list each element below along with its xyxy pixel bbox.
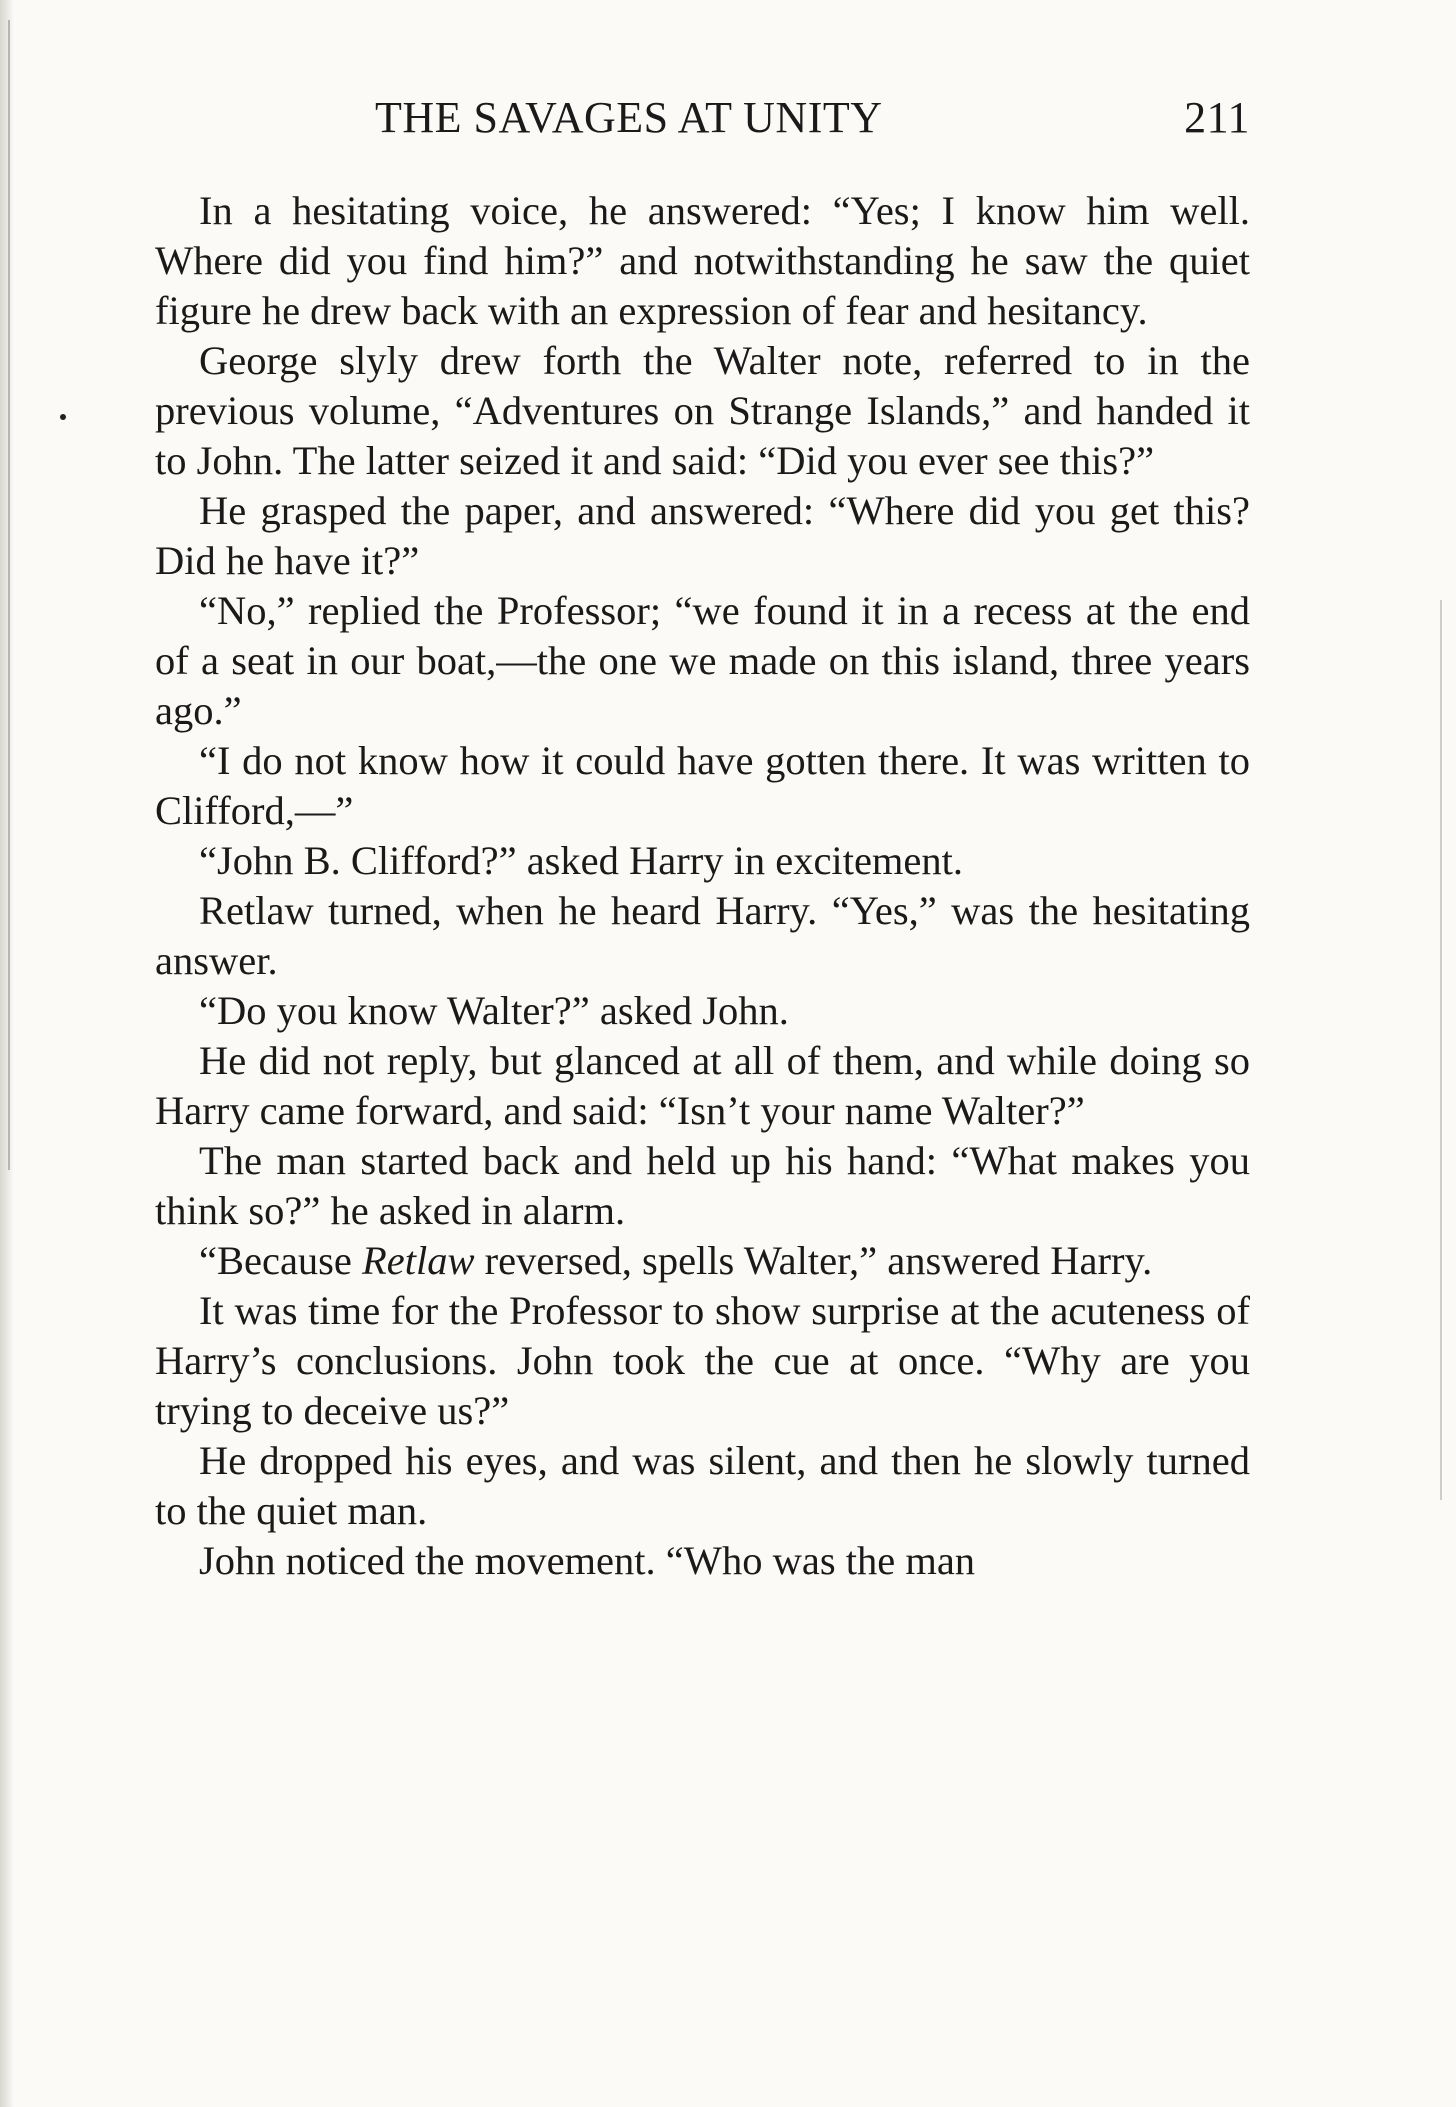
- right-margin-mark: [1440, 600, 1442, 1500]
- page-edge-shadow: [0, 0, 14, 2107]
- body-text: [155, 186, 1250, 1586]
- paragraph: It was time for the Professor to show surprise at the acuteness of Harry’s conclusions. John took the cue at once. “Why are you trying to deceive us?”: [155, 1288, 1250, 1433]
- italic-name: Retlaw: [362, 1238, 475, 1283]
- paragraph: “Do you know Walter?” asked John.: [199, 988, 789, 1033]
- paragraph: “No,” replied the Professor; “we found it in a recess at the end of a seat in our boat,—the one we made on this island, three years ago.”: [155, 588, 1250, 733]
- paragraph: “John B. Clifford?” asked Harry in excitement.: [199, 838, 964, 883]
- binding-line: [8, 20, 10, 1170]
- paragraph: The man started back and held up his hand: “What makes you think so?” he asked in alarm.: [155, 1138, 1250, 1233]
- paragraph: Retlaw turned, when he heard Harry. “Yes,” was the hesitating answer.: [155, 888, 1250, 983]
- paragraph: “I do not know how it could have gotten there. It was written to Clifford,—”: [155, 738, 1250, 833]
- paragraph: He did not reply, but glanced at all of them, and while doing so Harry came forward, and said: “Isn’t your name Walter?”: [155, 1038, 1250, 1133]
- running-title: THE SAVAGES AT UNITY: [375, 93, 883, 142]
- paragraph: George slyly drew forth the Walter note, referred to in the previous volume, “Adventures on Strange Islands,” and handed it to John. The latter seized it and said: “Did you ever see this?”: [155, 338, 1250, 483]
- paragraph: [155, 1236, 1250, 1286]
- paragraph: In a hesitating voice, he answered: “Yes; I know him well. Where did you find him?” and notwithstanding he saw the quiet figure he drew back with an expression of fear and hesitancy.: [155, 188, 1250, 333]
- paragraph: John noticed the movement. “Who was the man: [199, 1538, 976, 1583]
- paragraph-text: reversed, spells Walter,” answered Harry.: [474, 1238, 1153, 1283]
- paragraph: He grasped the paper, and answered: “Where did you get this? Did he have it?”: [155, 488, 1250, 583]
- margin-dot: [60, 414, 66, 420]
- page-number: 211: [1184, 93, 1250, 142]
- paragraph: He dropped his eyes, and was silent, and then he slowly turned to the quiet man.: [155, 1438, 1250, 1533]
- running-head: [155, 92, 1250, 152]
- paragraph-text: “Because: [199, 1238, 363, 1283]
